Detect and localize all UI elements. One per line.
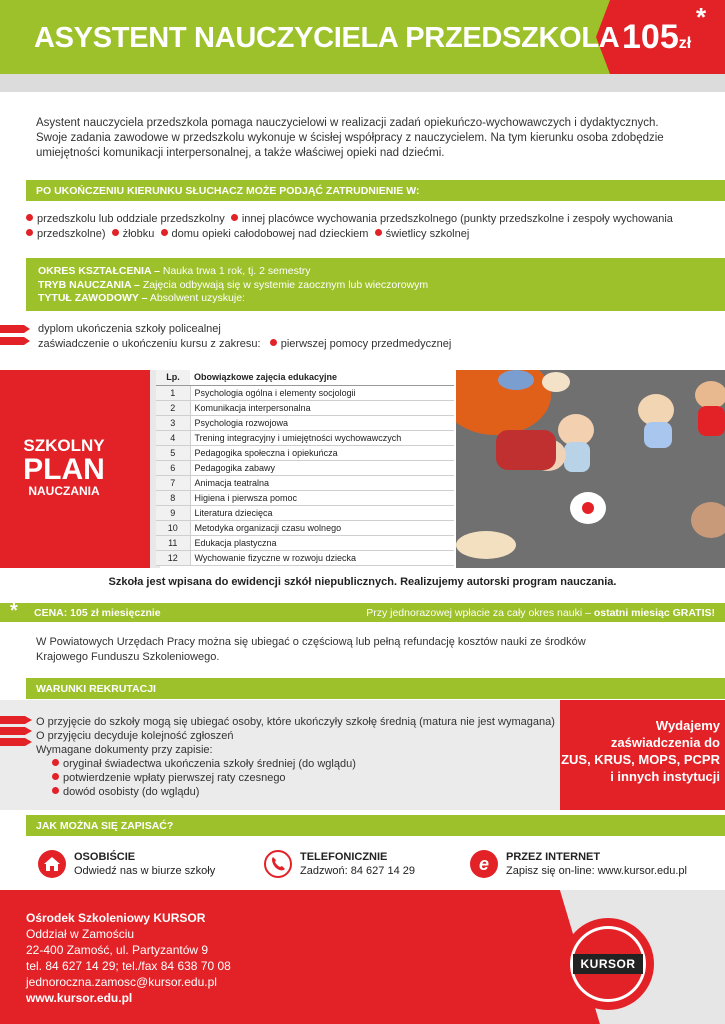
registry-notice: Szkoła jest wpisana do ewidencji szkół niepublicznych. Realizujemy autorski program nauczania. bbox=[108, 576, 617, 588]
table-row bbox=[156, 475, 454, 490]
price-currency: zł bbox=[678, 35, 692, 52]
document-item: oryginał świadectwa ukończenia szkoły średniej (do wglądu) bbox=[63, 758, 356, 770]
bullet-icon bbox=[375, 229, 382, 236]
condition-line: O przyjęciu decyduje kolejność zgłoszeń bbox=[36, 730, 234, 742]
certificates-line: i innych instytucji bbox=[610, 769, 720, 784]
curriculum-table-wrap bbox=[156, 370, 454, 566]
intro-line: Asystent nauczyciela przedszkola pomaga nauczycielowi w realizacji zadań opiekuńczo-wychowawczych i dydaktycznych. bbox=[36, 117, 659, 129]
row-number: 9 bbox=[156, 505, 190, 520]
employment-list bbox=[26, 212, 716, 242]
signup-in-person-title: OSOBIŚCIE bbox=[74, 851, 136, 863]
row-number: 1 bbox=[156, 385, 190, 400]
employment-item: domu opieki całodobowej nad dzieckiem bbox=[171, 228, 369, 240]
title-value: Absolwent uzyskuje: bbox=[149, 292, 245, 304]
footer-branch: Oddział w Zamościu bbox=[26, 927, 135, 941]
course-info bbox=[38, 265, 428, 306]
row-number: 10 bbox=[156, 520, 190, 535]
logo-text: KURSOR bbox=[573, 954, 643, 974]
col-header-lp: Lp. bbox=[156, 370, 190, 385]
bullet-icon bbox=[26, 214, 33, 221]
signup-online[interactable] bbox=[470, 850, 687, 878]
arrow-lines-icon bbox=[0, 322, 30, 348]
duration-label: OKRES KSZTAŁCENIA – bbox=[38, 265, 160, 277]
recruitment-arrows-icon bbox=[0, 714, 32, 748]
condition-line: Wymagane dokumenty przy zapisie: bbox=[36, 744, 213, 756]
employment-item: przedszkolu lub oddziale przedszkolny bbox=[37, 213, 225, 225]
pricing-asterisk: * bbox=[10, 600, 18, 622]
certificate-text: zaświadczenie o ukończeniu kursu z zakresu: bbox=[38, 338, 261, 350]
plan-label: PLAN bbox=[23, 453, 105, 486]
mode-label: TRYB NAUCZANIA – bbox=[38, 278, 140, 291]
bullet-icon bbox=[52, 759, 59, 766]
funding-line: W Powiatowych Urzędach Pracy można się ubiegać o częściową lub pełną refundację kosztów nauki ze środków bbox=[36, 636, 586, 648]
document-item: dowód osobisty (do wglądu) bbox=[63, 786, 200, 798]
footer-org: Ośrodek Szkoleniowy KURSOR bbox=[26, 911, 206, 925]
certificates-line: ZUS, KRUS, MOPS, PCPR bbox=[561, 752, 720, 767]
subject-name: Higiena i pierwsza pomoc bbox=[190, 490, 454, 505]
internet-e-icon: e bbox=[470, 850, 498, 878]
employment-heading: PO UKOŃCZENIU KIERUNKU SŁUCHACZ MOŻE PODJĄĆ ZATRUDNIENIE W: bbox=[36, 185, 420, 197]
signup-online-title: PRZEZ INTERNET bbox=[506, 851, 601, 863]
phone-icon bbox=[264, 850, 292, 878]
curriculum-table bbox=[156, 370, 454, 566]
table-row bbox=[156, 415, 454, 430]
price-label: CENA: 105 zł miesięcznie bbox=[34, 607, 161, 619]
funding-text bbox=[36, 635, 586, 665]
subject-name: Trening integracyjny i umiejętności wychowawczych bbox=[190, 430, 454, 445]
signup-phone[interactable] bbox=[264, 850, 415, 878]
signup-phone-title: TELEFONICZNIE bbox=[300, 851, 388, 863]
col-header-subject: Obowiązkowe zajęcia edukacyjne bbox=[190, 370, 454, 385]
title-label: TYTUŁ ZAWODOWY – bbox=[38, 292, 148, 304]
price-value bbox=[622, 18, 691, 57]
promo-bold: ostatni miesiąc GRATIS! bbox=[593, 607, 715, 619]
duration-value: Nauka trwa 1 rok, tj. 2 semestry bbox=[162, 265, 311, 277]
footer-web[interactable]: www.kursor.edu.pl bbox=[26, 991, 133, 1005]
diploma-text: dyplom ukończenia szkoły policealnej bbox=[38, 323, 221, 335]
bullet-icon bbox=[112, 229, 119, 236]
subject-name: Pedagogika społeczna i opiekuńcza bbox=[190, 445, 454, 460]
promo-text bbox=[366, 607, 715, 619]
employment-item: świetlicy szkolnej bbox=[385, 228, 470, 240]
footer-email[interactable]: jednoroczna.zamosc@kursor.edu.pl bbox=[26, 975, 217, 989]
footer-address: 22-400 Zamość, ul. Partyzantów 9 bbox=[26, 943, 209, 957]
subject-name: Komunikacja interpersonalna bbox=[190, 400, 454, 415]
document-item: potwierdzenie wpłaty pierwszej raty czesnego bbox=[63, 772, 286, 784]
table-row bbox=[156, 460, 454, 475]
subject-name: Pedagogika zabawy bbox=[190, 460, 454, 475]
intro-line: Swoje zadania zawodowe w przedszkolu wykonuje w ścisłej współpracy z nauczycielem. Na tym kierunku osoba zdobędzie bbox=[36, 132, 664, 144]
subject-name: Psychologia ogólna i elementy socjologii bbox=[190, 385, 454, 400]
subject-name: Wychowanie fizyczne w rozwoju dziecka bbox=[190, 550, 454, 565]
subject-name: Animacja teatralna bbox=[190, 475, 454, 490]
price-number: 105 bbox=[622, 18, 679, 56]
home-icon bbox=[38, 850, 66, 878]
certificates-line: zaświadczenia do bbox=[610, 735, 720, 750]
row-number: 2 bbox=[156, 400, 190, 415]
table-row bbox=[156, 505, 454, 520]
bullet-icon bbox=[231, 214, 238, 221]
kursor-logo bbox=[562, 918, 654, 1010]
row-number: 8 bbox=[156, 490, 190, 505]
condition-line: O przyjęcie do szkoły mogą się ubiegać osoby, które ukończyły szkołę średnią (matura nie jest wymagana) bbox=[36, 716, 555, 728]
employment-item: przedszkolne) bbox=[37, 228, 106, 240]
table-row bbox=[156, 430, 454, 445]
recruitment-conditions bbox=[36, 715, 555, 799]
row-number: 5 bbox=[156, 445, 190, 460]
funding-line: Krajowego Funduszu Szkoleniowego. bbox=[36, 651, 220, 663]
employment-item: żłobku bbox=[122, 228, 155, 240]
intro-text bbox=[36, 116, 706, 161]
employment-item: innej placówce wychowania przedszkolnego (punkty przedszkolne i zespoły wychowania bbox=[241, 213, 673, 225]
mode-value: Zajęcia odbywają się w systemie zaocznym lub wieczorowym bbox=[142, 278, 429, 291]
row-number: 4 bbox=[156, 430, 190, 445]
table-row bbox=[156, 490, 454, 505]
page-title: ASYSTENT NAUCZYCIELA PRZEDSZKOLA bbox=[34, 22, 620, 54]
subject-name: Edukacja plastyczna bbox=[190, 535, 454, 550]
signup-in-person-text: Odwiedź nas w biurze szkoły bbox=[74, 865, 216, 877]
signup-heading: JAK MOŻNA SIĘ ZAPISAĆ? bbox=[36, 820, 174, 832]
table-row bbox=[156, 445, 454, 460]
footer-phones: tel. 84 627 14 29; tel./fax 84 638 70 08 bbox=[26, 959, 231, 973]
signup-in-person[interactable] bbox=[38, 850, 215, 878]
row-number: 11 bbox=[156, 535, 190, 550]
footer-contact bbox=[26, 910, 231, 1006]
subject-name: Metodyka organizacji czasu wolnego bbox=[190, 520, 454, 535]
bullet-icon bbox=[270, 339, 277, 346]
intro-line: umiejętności komunikacji interpersonalnej, a także właściwej opieki nad dziećmi. bbox=[36, 147, 445, 159]
subject-name: Psychologia rozwojowa bbox=[190, 415, 454, 430]
certificates-text bbox=[560, 717, 720, 785]
subject-name: Literatura dziecięca bbox=[190, 505, 454, 520]
row-number: 7 bbox=[156, 475, 190, 490]
plan-heading bbox=[0, 436, 128, 498]
table-row bbox=[156, 385, 454, 400]
row-number: 3 bbox=[156, 415, 190, 430]
certificates-line: Wydajemy bbox=[655, 718, 720, 733]
promo-normal: Przy jednorazowej wpłacie za cały okres nauki – bbox=[366, 607, 594, 619]
table-row bbox=[156, 400, 454, 415]
bullet-icon bbox=[52, 787, 59, 794]
header-shadow-band bbox=[0, 74, 725, 92]
qualifications bbox=[38, 322, 451, 352]
bullet-icon bbox=[26, 229, 33, 236]
table-row bbox=[156, 550, 454, 565]
table-row bbox=[156, 520, 454, 535]
row-number: 6 bbox=[156, 460, 190, 475]
table-header-row bbox=[156, 370, 454, 385]
price-asterisk: * bbox=[696, 2, 707, 32]
recruitment-heading: WARUNKI REKRUTACJI bbox=[36, 683, 156, 695]
plan-label: SZKOLNY bbox=[23, 436, 105, 455]
table-row bbox=[156, 535, 454, 550]
signup-phone-text: Zadzwoń: 84 627 14 29 bbox=[300, 865, 415, 877]
row-number: 12 bbox=[156, 550, 190, 565]
signup-online-text: Zapisz się on-line: www.kursor.edu.pl bbox=[506, 865, 687, 877]
bullet-icon bbox=[52, 773, 59, 780]
first-aid-text: pierwszej pomocy przedmedycznej bbox=[280, 338, 452, 350]
plan-label: NAUCZANIA bbox=[28, 484, 100, 498]
bullet-icon bbox=[161, 229, 168, 236]
children-photo bbox=[456, 370, 725, 568]
